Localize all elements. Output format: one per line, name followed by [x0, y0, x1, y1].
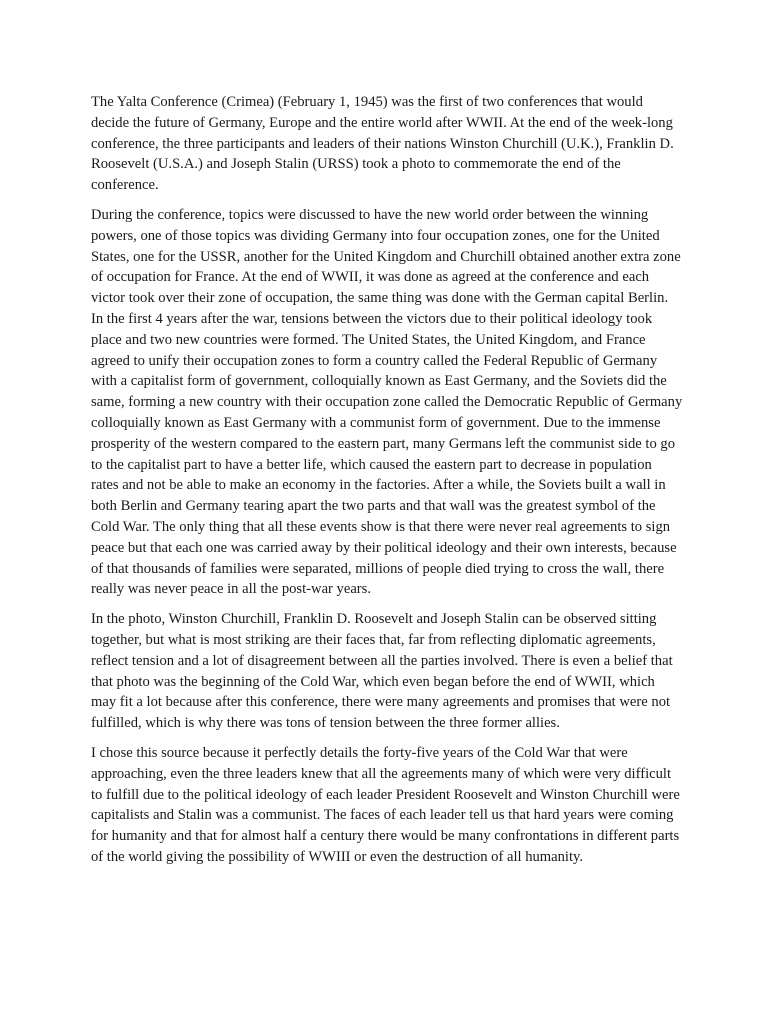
paragraph-yalta-intro: The Yalta Conference (Crimea) (February 1, 1945) was the first of two conferences that would decide the future of Germany, Europe and the entire world after WWII. At the end of the week-long conference, the three participants and leaders of their nations Winston Churchill (U.K.), Franklin D. Roosevelt (U.S.A.) and Joseph Stalin (URSS) took a photo to commemorate the end of the conference.: [91, 94, 674, 194]
paragraph-source-choice: I chose this source because it perfectly details the forty-five years of the Cold War that were approaching, even the three leaders knew that all the agreements many of which were very difficult to fulfill due to the political ideology of each leader President Roosevelt and Winston Churchill were capitalists and Stalin was a communist. The faces of each leader tell us that hard years were coming for humanity and that for almost half a century there would be many confrontations in different parts of the world giving the possibility of WWIII or even the destruction of all humanity.: [91, 744, 680, 865]
paragraph-photo-analysis: In the photo, Winston Churchill, Franklin D. Roosevelt and Joseph Stalin can be observed sitting together, but what is most striking are their faces that, far from reflecting diplomatic agreements, reflect tension and a lot of disagreement between all the parties involved. There is even a belief that that photo was the beginning of the Cold War, which even began before the end of WWII, which may fit a lot because after this conference, there were many agreements and promises that were not fulfilled, which is why there was tons of tension between the three former allies.: [91, 611, 673, 732]
paragraph-occupation-zones: During the conference, topics were discussed to have the new world order between the winning powers, one of those topics was dividing Germany into four occupation zones, one for the United States, one for the USSR, another for the United Kingdom and Churchill obtained another extra zone of occupation for France. At the end of WWII, it was done as agreed at the conference and each victor took over their zone of occupation, the same thing was done with the German capital Berlin. In the first 4 years after the war, tensions between the victors due to their political ideology took place and two new countries were formed. The United States, the United Kingdom, and France agreed to unify their occupation zones to form a country called the Federal Republic of Germany with a capitalist form of government, colloquially known as East Germany, and the Soviets did the same, forming a new country with their occupation zone called the Democratic Republic of Germany colloquially known as East Germany with a communist form of government. Due to the immense prosperity of the western compared to the eastern part, many Germans left the communist side to go to the capitalist part to have a better life, which caused the eastern part to decrease in population rates and not be able to make an economy in the factories. After a while, the Soviets built a wall in both Berlin and Germany tearing apart the two parts and that wall was the greatest symbol of the Cold War. The only thing that all these events show is that there were never real agreements to sign peace but that each one was carried away by their political ideology and their own interests, because of that thousands of families were separated, millions of people died trying to cross the wall, there really was never peace in all the post-war years.: [91, 206, 683, 598]
document-body: [91, 92, 683, 877]
